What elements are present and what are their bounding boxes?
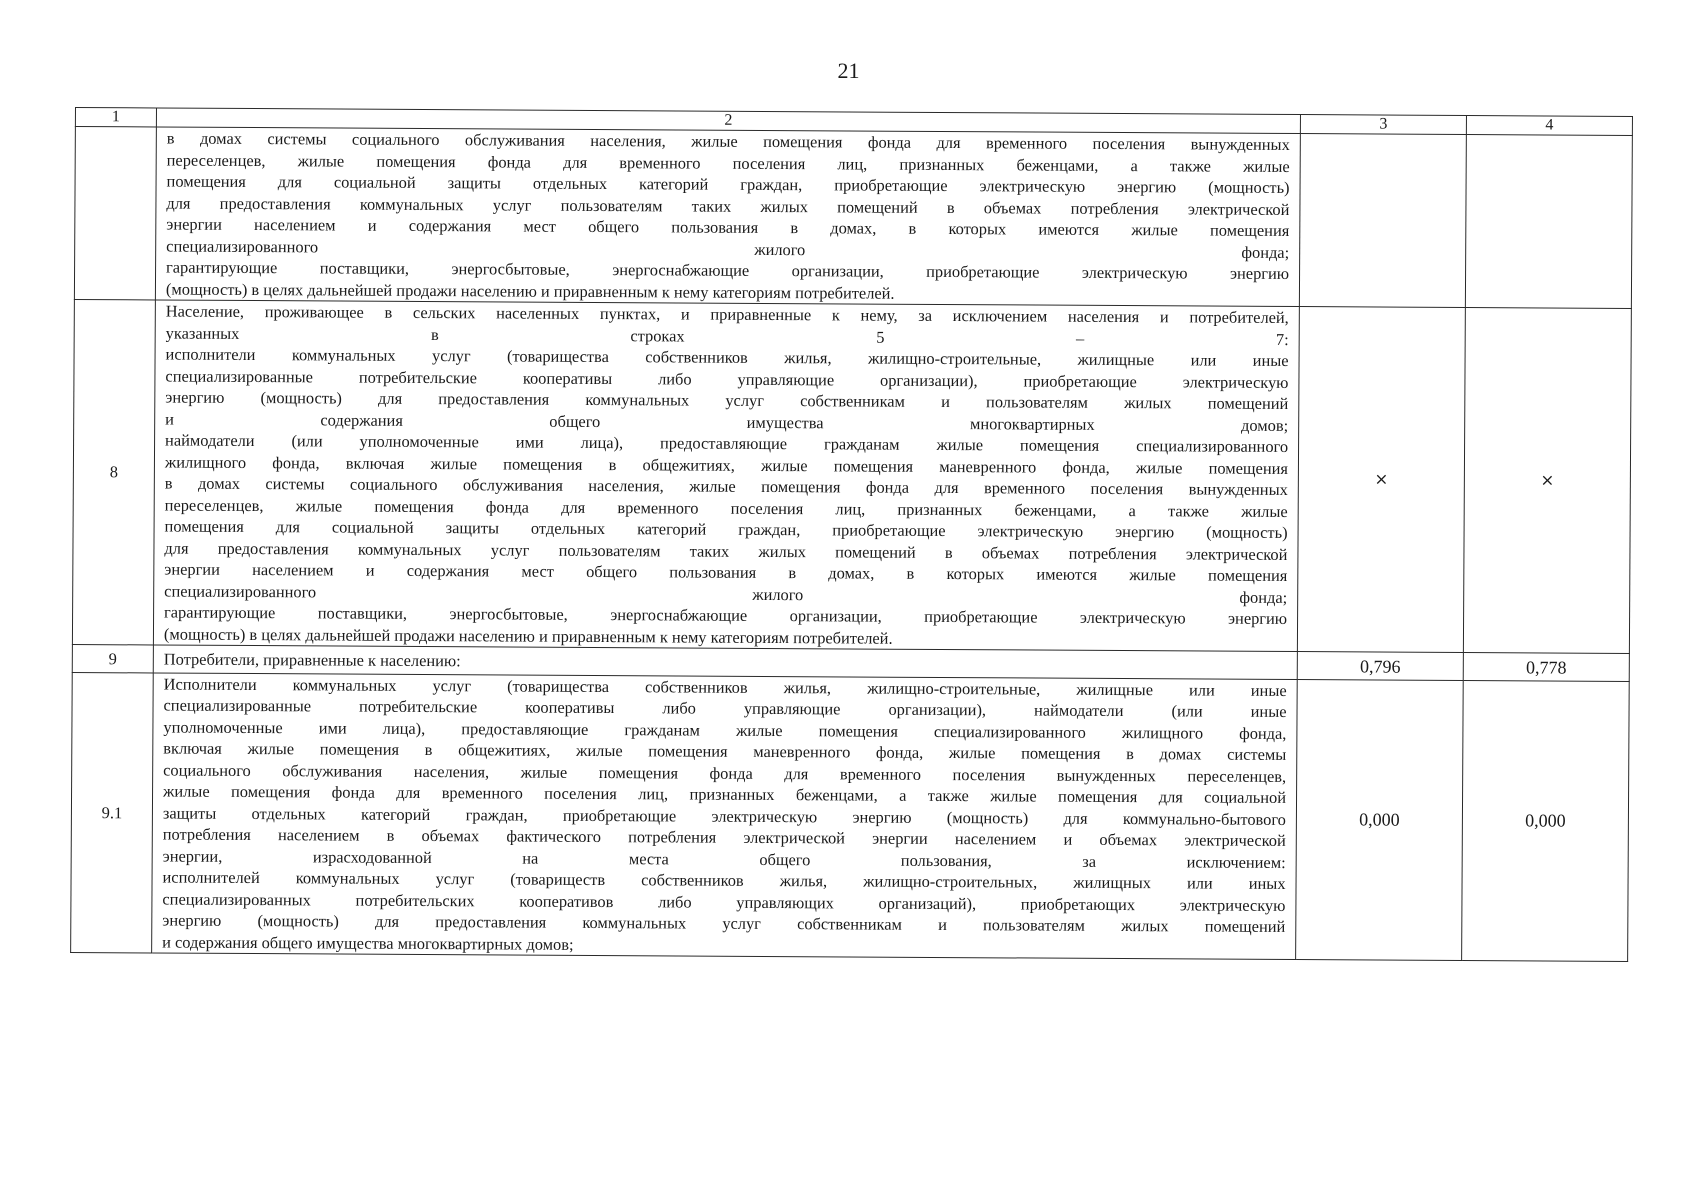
description-line: (мощность) в целях дальнейшей продажи населению и приравненным к нему категориям потребителей. — [165, 279, 895, 303]
description-line: включая жилые помещения в общежитиях, жилые помещения маневренного фонда, жилые помещения в домах системы — [163, 738, 1287, 764]
description-line: переселенцев, жилые помещения фонда для временного поселения лиц, признанных беженцами, а также жилые — [164, 495, 1288, 521]
description-line: помещения для социальной защиты отдельных категорий граждан, приобретающие электрическую энергию (мощность) — [166, 171, 1290, 197]
description-line: защиты отдельных категорий граждан, приобретающие электрическую энергию (мощность) для коммунально-бытового — [162, 803, 1286, 829]
value-cell-col-4 — [1465, 135, 1632, 309]
description-line: и содержания общего имущества многоквартирных домов; — [165, 409, 1289, 435]
description-line: потребления населением в объемах фактического потребления электрической энергии населением и объемах электрической — [162, 824, 1286, 850]
row-description-cell — [153, 300, 1299, 652]
header-col-2: 2 — [156, 108, 1300, 134]
description-line: гарантирующие поставщики, энергосбытовые, энергоснабжающие организации, приобретающие электрическую энергию — [166, 257, 1290, 283]
description-line: и содержания общего имущества многоквартирных домов; — [162, 932, 574, 954]
description-line: специализированных потребительских кооперативов либо управляющих организаций), приобретающих электрическую — [162, 889, 1286, 915]
page-number: 21 — [837, 58, 860, 83]
row-number-cell: 8 — [72, 299, 155, 644]
description-line: Население, проживающее в сельских населенных пунктах, и приравненные к нему, за исключением населения и потребителей, — [165, 301, 1289, 327]
value-cell-col-4: × — [1463, 308, 1631, 654]
description-line: специализированного жилого фонда; — [166, 236, 1290, 262]
description-line: помещения для социальной защиты отдельных категорий граждан, приобретающие электрическую энергию (мощность) — [164, 516, 1288, 542]
value-cell-col-3: 0,796 — [1297, 652, 1463, 680]
description-line: энергии населением и содержания мест общего пользования в домах, в которых имеются жилые помещения — [164, 559, 1288, 585]
description-line: социального обслуживания населения, жилые помещения фонда для временного поселения вынужденных переселенцев, — [163, 760, 1287, 786]
description-line: энергии, израсходованной на места общего пользования, за исключением: — [162, 846, 1286, 872]
header-col-3: 3 — [1300, 115, 1466, 135]
description-line: наймодатели (или уполномоченные ими лица), предоставляющие гражданам жилые помещения специализированного — [165, 430, 1289, 456]
value-cell-col-4: 0,778 — [1463, 653, 1629, 681]
description-line: уполномоченные ими лица), предоставляющие гражданам жилые помещения специализированного жилищного фонда, — [163, 717, 1287, 743]
description-line: (мощность) в целях дальнейшей продажи населению и приравненным к нему категориям потребителей. — [163, 624, 893, 648]
description-line: гарантирующие поставщики, энергосбытовые, энергоснабжающие организации, приобретающие электрическую энергию — [164, 602, 1288, 628]
description-line: специализированного жилого фонда; — [164, 581, 1288, 607]
description-line: в домах системы социального обслуживания населения, жилые помещения фонда для временного поселения вынужденных — [164, 473, 1288, 499]
description-line: в домах системы социального обслуживания населения, жилые помещения фонда для временного поселения вынужденных — [166, 128, 1290, 154]
description-line: энергию (мощность) для предоставления коммунальных услуг собственникам и пользователям жилых помещений — [165, 387, 1289, 413]
description-line: указанных в строках 5 – 7: — [165, 323, 1289, 349]
value-cell-col-3: × — [1297, 307, 1465, 653]
table-row — [74, 127, 1632, 309]
table-row — [71, 672, 1630, 961]
table-row — [72, 299, 1631, 653]
tariff-table — [70, 107, 1633, 962]
table-body — [71, 108, 1633, 962]
description-line: исполнители коммунальных услуг (товарищества собственников жилья, жилищно-строительные, жилищные или иные — [165, 344, 1289, 370]
description-line: жилищного фонда, включая жилые помещения в общежитиях, жилые помещения маневренного фонда, жилые помещения — [164, 452, 1288, 478]
value-cell-col-3 — [1299, 134, 1466, 308]
description-line: жилые помещения фонда для временного поселения лиц, признанных беженцами, а также жилые помещения для социальной — [163, 781, 1287, 807]
value-cell-col-3: 0,000 — [1296, 679, 1464, 960]
description-line: для предоставления коммунальных услуг пользователям таких жилых помещений в объемах потребления электрической — [164, 538, 1288, 564]
description-line: специализированные потребительские кооперативы либо управляющие организации), приобретающие электрическую — [165, 366, 1289, 392]
row-number-cell: 9.1 — [71, 672, 154, 953]
description-line: Исполнители коммунальных услуг (товарищества собственников жилья, жилищно-строительные, жилищные или иные — [163, 674, 1287, 700]
row-number-cell — [74, 127, 156, 300]
row-description-cell — [152, 672, 1298, 959]
description-line: энергии населением и содержания мест общего пользования в домах, в которых имеются жилые помещения — [166, 214, 1290, 240]
row-description-cell — [155, 127, 1300, 307]
header-col-1: 1 — [75, 108, 156, 127]
description-line: энергию (мощность) для предоставления коммунальных услуг собственникам и пользователям жилых помещений — [162, 910, 1286, 936]
description-line: исполнителей коммунальных услуг (товариществ собственников жилья, жилищно-строительных, жилищных или иных — [162, 867, 1286, 893]
description-line: Потребители, приравненные к населению: — [163, 649, 461, 670]
description-line: для предоставления коммунальных услуг пользователям таких жилых помещений в объемах потребления электрической — [166, 193, 1290, 219]
value-cell-col-4: 0,000 — [1462, 680, 1630, 961]
header-col-4: 4 — [1466, 116, 1632, 136]
row-number-cell: 9 — [72, 644, 153, 672]
description-line: специализированные потребительские кооперативы либо управляющие организации), наймодатели (или иные — [163, 695, 1287, 721]
description-line: переселенцев, жилые помещения фонда для временного поселения лиц, признанных беженцами, а также жилые — [166, 150, 1290, 176]
